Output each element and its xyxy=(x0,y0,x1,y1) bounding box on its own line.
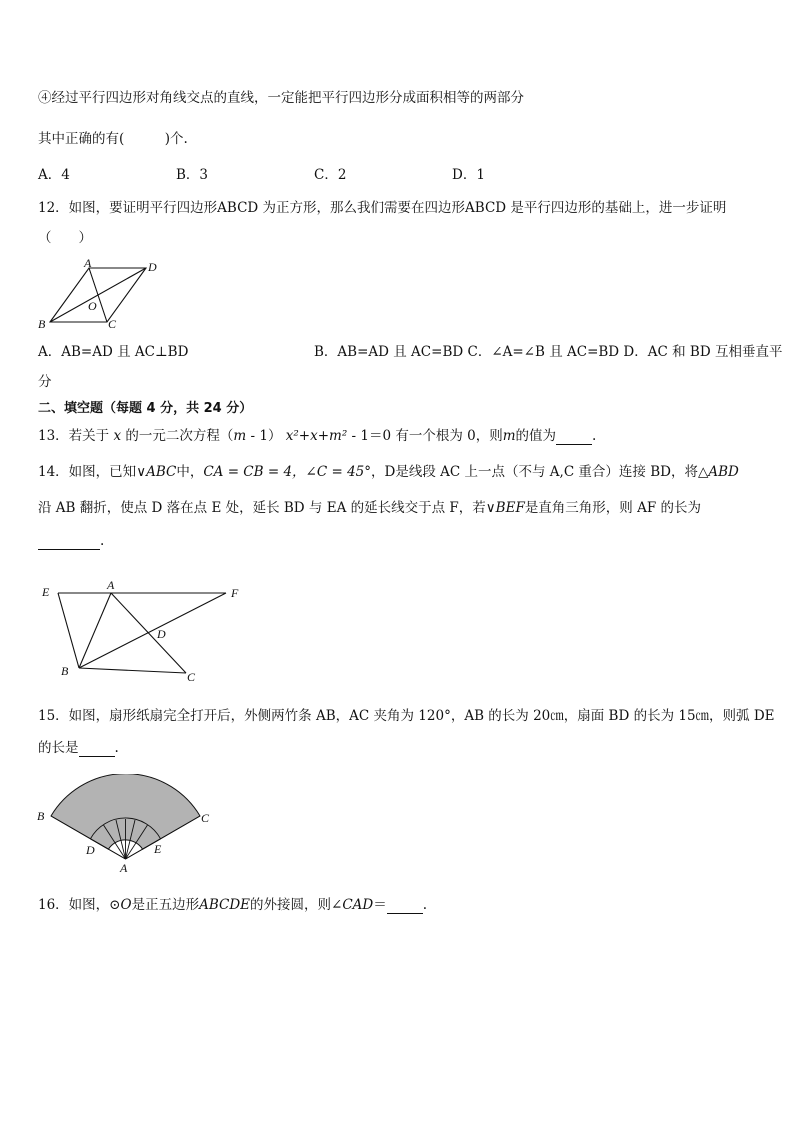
label-f: F xyxy=(231,586,239,600)
q15-question-line2: 的长是 . xyxy=(38,740,119,756)
q15-answer-blank xyxy=(79,738,115,757)
q15-fan-figure xyxy=(34,774,216,874)
q12-option-a: A．AB=AD 且 AC⊥BD xyxy=(38,344,189,360)
q14-answer-blank xyxy=(38,531,100,550)
line-eb xyxy=(58,593,79,668)
q14-question-line2: 沿 AB 翻折，使点 D 落在点 E 处，延长 BD 与 EA 的延长线交于点 F，若∨BEF是直角三角形，则 AF 的长为 xyxy=(38,500,702,516)
q14-answer-line: . xyxy=(38,531,758,550)
label-d: D xyxy=(86,843,95,857)
statement-4: ④经过平行四边形对角线交点的直线，一定能把平行四边形分成面积相等的两部分 xyxy=(38,90,524,106)
q11-option-d: D．1 xyxy=(452,167,485,183)
line-ba xyxy=(79,593,111,668)
label-b: B xyxy=(38,317,46,331)
label-d: D xyxy=(157,627,166,641)
q16-answer-blank xyxy=(387,895,423,914)
label-o: O xyxy=(88,299,97,313)
q14-triangle-figure xyxy=(36,576,248,686)
q12-paren: （ ） xyxy=(38,230,92,246)
q15-question-line1: 15．如图，扇形纸扇完全打开后，外侧两竹条 AB，AC 夹角为 120°，AB 的长为 20㎝，扇面 BD 的长为 15㎝，则弧 DE xyxy=(38,708,775,724)
q11-option-c: C．2 xyxy=(314,167,347,183)
label-b: B xyxy=(61,664,69,678)
diagonal-ac xyxy=(89,268,107,322)
section-title-fill-blank: 二、填空题（每题 4 分，共 24 分） xyxy=(38,401,253,416)
q12-parallelogram-figure xyxy=(34,258,164,334)
q12-option-d-wrap: 分 xyxy=(38,374,52,390)
line-bc xyxy=(79,668,186,673)
label-a: A xyxy=(84,258,92,270)
q12-question: 12．如图，要证明平行四边形ABCD 为正方形，那么我们需要在四边形ABCD 是平行四边形的基础上，进一步证明 xyxy=(38,200,727,216)
label-a: A xyxy=(107,578,115,592)
label-c: C xyxy=(108,317,117,331)
label-a: A xyxy=(120,861,128,874)
label-e: E xyxy=(42,585,50,599)
q13-question: 13．若关于 x 的一元二次方程（m - 1） x²+x+m² - 1＝0 有一个根为 0，则m的值为 . xyxy=(38,428,597,444)
q11-option-b: B．3 xyxy=(176,167,209,183)
q13-answer-blank xyxy=(556,426,592,445)
label-c: C xyxy=(187,670,196,684)
q11-option-a: A．4 xyxy=(38,167,70,183)
label-d: D xyxy=(148,260,157,274)
label-b: B xyxy=(37,809,45,823)
q16-question: 16．如图，⊙O是正五边形ABCDE的外接圆，则∠CAD＝ . xyxy=(38,897,428,913)
q11-prompt: 其中正确的有( )个. xyxy=(38,131,188,147)
q12-option-bcd: B．AB=AD 且 AC=BD C．∠A=∠B 且 AC=BD D．AC 和 BD 互相垂直平 xyxy=(314,344,783,360)
q14-question-line1: 14．如图，已知∨ABC中，CA = CB = 4，∠C = 45°，D是线段 AC 上一点（不与 A,C 重合）连接 BD，将△ABD xyxy=(38,464,739,480)
line-bf xyxy=(79,593,226,668)
label-e: E xyxy=(154,842,162,856)
label-c: C xyxy=(201,811,210,825)
